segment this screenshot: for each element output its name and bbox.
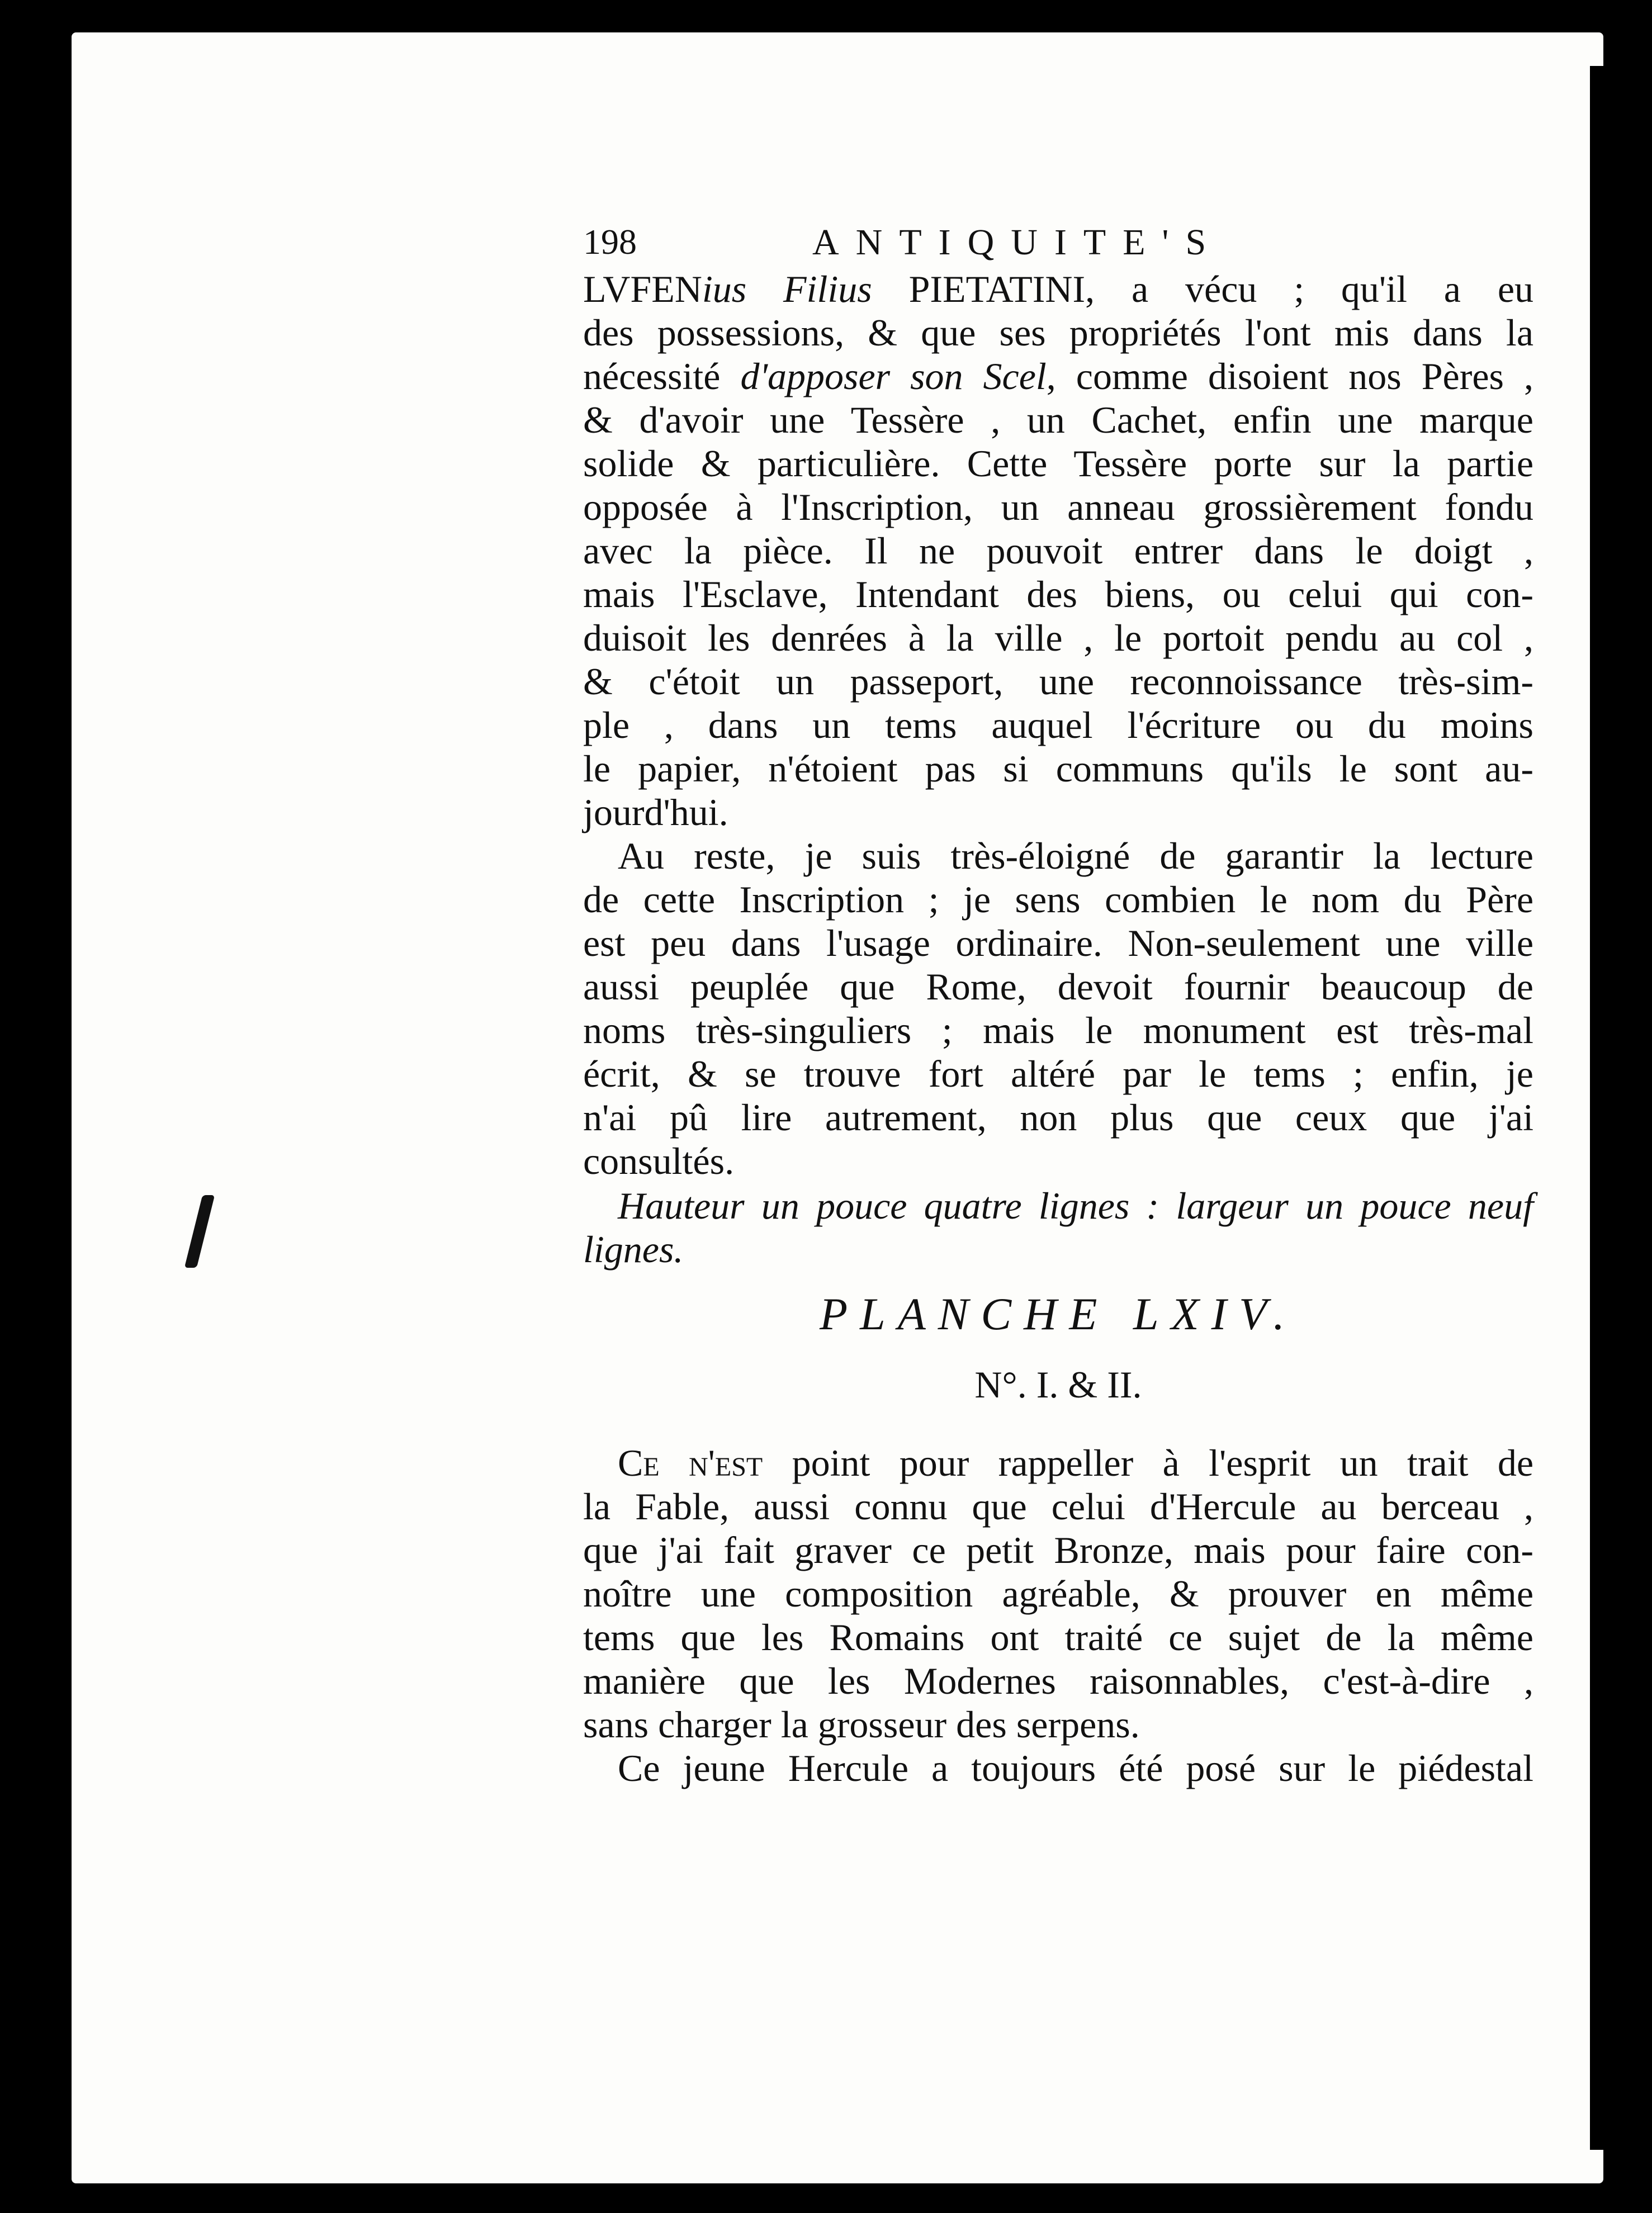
text-line: jourd'hui. [583,791,728,833]
dimensions-line: lignes. [583,1228,684,1271]
text-line: duisoit les denrées à la ville , le portoit pendu au col , [583,617,1533,659]
text-line: ple , dans un tems auquel l'écriture ou du moins [583,704,1533,746]
page-header [583,221,1533,266]
text-line: Ce jeune Hercule a toujours été posé sur le piédestal [618,1747,1533,1789]
text-line: écrit, & se trouve fort altéré par le tems ; enfin, je [583,1053,1533,1095]
text-line: le papier, n'étoient pas si communs qu'ils le sont au- [583,747,1533,790]
text-block [583,32,1533,2157]
text-line: de cette Inscription ; je sens combien le nom du Père [583,878,1533,921]
page-number: 198 [583,222,637,262]
text-line: que j'ai fait graver ce petit Bronze, mais pour faire con- [583,1529,1533,1571]
text-line: & c'étoit un passeport, une reconnoissance très-sim- [583,660,1533,703]
text-line: est peu dans l'usage ordinaire. Non-seulement une ville [583,922,1533,964]
text-line: Au reste, je suis très-éloigné de garantir la lecture [618,835,1533,877]
text-line: manière que les Modernes raisonnables, c'est-à-dire , [583,1660,1533,1702]
text-line: Ce n'est point pour rappeller à l'esprit un trait de [618,1442,1533,1484]
margin-mark [184,1195,215,1268]
text-line: aussi peuplée que Rome, devoit fournir beaucoup de [583,965,1533,1008]
text-line: n'ai pû lire autrement, non plus que ceux que j'ai [583,1096,1533,1139]
text-line: tems que les Romains ont traité ce sujet de la même [583,1616,1533,1658]
text-line: sans charger la grosseur des serpens. [583,1703,1140,1746]
text-line: noms très-singuliers ; mais le monument est très-mal [583,1009,1533,1051]
text-line: LVFENius Filius PIETATINI, a vécu ; qu'il a eu [583,268,1533,310]
book-page [72,32,1603,2183]
text-line: nécessité d'apposer son Scel, comme disoient nos Pères , [583,355,1533,397]
text-line: & d'avoir une Tessère , un Cachet, enfin une marque [583,399,1533,441]
text-line: mais l'Esclave, Intendant des biens, ou celui qui con- [583,573,1533,615]
section-title: PLANCHE LXIV. [820,1288,1297,1339]
text-line: des possessions, & que ses propriétés l'ont mis dans la [583,311,1533,354]
text-line: solide & particulière. Cette Tessère porte sur la partie [583,442,1533,485]
page-edge-shadow [1590,66,1603,2150]
text-line: consultés. [583,1140,735,1182]
text-line: avec la pièce. Il ne pouvoit entrer dans le doigt , [583,529,1533,572]
section-subtitle: N°. I. & II. [974,1363,1142,1406]
running-head: ANTIQUITE'S [812,222,1223,263]
dimensions-line: Hauteur un pouce quatre lignes : largeur un pouce neuf [618,1184,1533,1227]
text-line: la Fable, aussi connu que celui d'Hercule au berceau , [583,1485,1533,1528]
text-line: opposée à l'Inscription, un anneau grossièrement fondu [583,486,1533,528]
text-line: noître une composition agréable, & prouver en même [583,1572,1533,1615]
